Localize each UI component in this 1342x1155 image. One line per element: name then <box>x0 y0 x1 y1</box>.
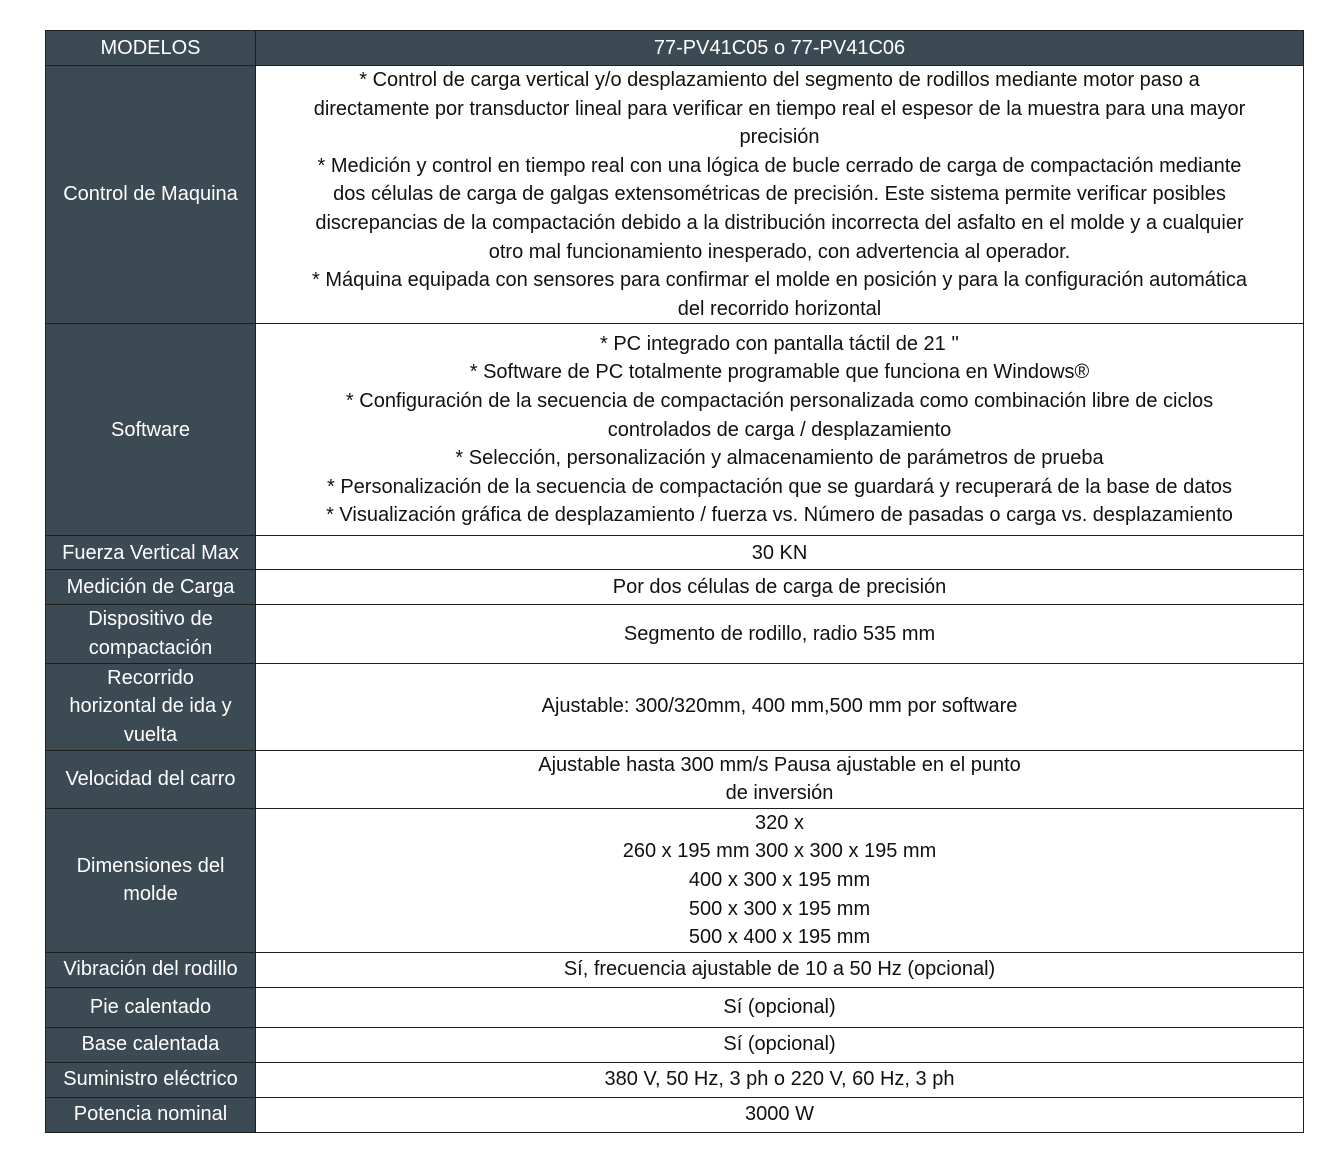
table-header-row <box>46 31 1304 66</box>
spec-value-cell <box>256 324 1304 536</box>
spec-value-line: del recorrido horizontal <box>677 297 882 320</box>
spec-value-cell <box>256 570 1304 605</box>
spec-row <box>46 987 1304 1027</box>
spec-value-line: 500 x 300 x 195 mm <box>688 897 871 920</box>
spec-label-cell <box>46 536 256 570</box>
spec-table <box>45 30 1304 1133</box>
spec-label-cell <box>46 952 256 987</box>
spec-row <box>46 605 1304 663</box>
spec-value-line: 320 x <box>755 811 804 834</box>
spec-value-line: 30 KN <box>751 541 808 564</box>
spec-row <box>46 324 1304 536</box>
spec-value-line: otro mal funcionamiento inesperado, con advertencia al operador. <box>488 240 1071 263</box>
spec-label-cell <box>46 66 256 324</box>
spec-value-line: 380 V, 50 Hz, 3 ph o 220 V, 60 Hz, 3 ph <box>604 1068 955 1091</box>
spec-value-line: 260 x 195 mm 300 x 300 x 195 mm <box>622 840 937 863</box>
spec-label-cell <box>46 750 256 808</box>
spec-label-cell <box>46 987 256 1027</box>
spec-value-line: precisión <box>739 126 820 149</box>
spec-value-cell <box>256 605 1304 663</box>
spec-row <box>46 1027 1304 1062</box>
spec-row <box>46 570 1304 605</box>
spec-value-cell <box>256 1062 1304 1097</box>
spec-value-line: Segmento de rodillo, radio 535 mm <box>623 622 936 645</box>
header-label-cell <box>46 31 256 66</box>
spec-value-cell <box>256 750 1304 808</box>
spec-value-line: 3000 W <box>745 1103 814 1126</box>
spec-label-line: Velocidad del carro <box>65 767 236 790</box>
spec-value-line: * Personalización de la secuencia de compactación que se guardará y recuperará de la base de datos <box>326 475 1233 498</box>
spec-row <box>46 66 1304 324</box>
spec-label-line: Fuerza Vertical Max <box>62 541 239 564</box>
spec-row <box>46 808 1304 952</box>
spec-label-cell <box>46 1027 256 1062</box>
spec-value-line: directamente por transductor lineal para verificar en tiempo real el espesor de la muestra para una mayor <box>313 97 1246 120</box>
spec-label-cell <box>46 663 256 750</box>
spec-label-line: Vibración del rodillo <box>63 958 238 981</box>
spec-label-cell <box>46 570 256 605</box>
spec-value-line: discrepancias de la compactación debido a la distribución incorrecta del asfalto en el molde y a cualquier <box>315 211 1244 234</box>
spec-label-line: Software <box>111 418 190 441</box>
spec-value-line: Sí, frecuencia ajustable de 10 a 50 Hz (opcional) <box>563 958 996 981</box>
spec-row <box>46 1062 1304 1097</box>
spec-value-line: Sí (opcional) <box>723 1033 836 1056</box>
spec-row <box>46 536 1304 570</box>
spec-value-line: * Control de carga vertical y/o desplazamiento del segmento de rodillos mediante motor paso a <box>359 69 1200 91</box>
spec-row <box>46 750 1304 808</box>
spec-label-line: Potencia nominal <box>73 1103 228 1126</box>
spec-value-cell <box>256 66 1304 324</box>
spec-value-line: controlados de carga / desplazamiento <box>607 418 952 441</box>
spec-value-line: Ajustable hasta 300 mm/s Pausa ajustable en el punto <box>538 753 1021 776</box>
spec-label-cell <box>46 1097 256 1132</box>
spec-label-line: Base calentada <box>81 1033 220 1056</box>
spec-value-line: Ajustable: 300/320mm, 400 mm,500 mm por software <box>541 695 1018 718</box>
spec-table-body <box>46 31 1304 1133</box>
spec-value-line: * Visualización gráfica de desplazamiento / fuerza vs. Número de pasadas o carga vs. desplazamiento <box>326 504 1233 527</box>
spec-value-line: dos células de carga de galgas extensométricas de precisión. Este sistema permite verificar posibles <box>333 183 1226 206</box>
spec-row <box>46 663 1304 750</box>
spec-label-cell <box>46 605 256 663</box>
spec-label-line: Recorrido <box>107 666 194 689</box>
spec-value-line: * Máquina equipada con sensores para confirmar el molde en posición y para la configuración automática <box>312 269 1247 292</box>
spec-label-cell <box>46 324 256 536</box>
spec-label-line: molde <box>123 883 178 906</box>
spec-value-line: * Software de PC totalmente programable que funciona en Windows® <box>469 361 1090 384</box>
spec-row <box>46 1097 1304 1132</box>
spec-label-line: Dimensiones del <box>76 854 225 877</box>
spec-label-line: vuelta <box>123 723 178 746</box>
spec-label-line: Dispositivo de <box>88 608 213 631</box>
spec-label-line: compactación <box>88 636 213 659</box>
spec-value-line: * Configuración de la secuencia de compactación personalizada como combinación libre de ciclos <box>345 389 1214 412</box>
spec-value-cell <box>256 1097 1304 1132</box>
spec-value-cell <box>256 987 1304 1027</box>
spec-value-line: 500 x 400 x 195 mm <box>688 926 871 949</box>
spec-value-line: * PC integrado con pantalla táctil de 21 '' <box>600 332 959 355</box>
spec-value-line: 400 x 300 x 195 mm <box>688 868 871 891</box>
spec-value-line: * Selección, personalización y almacenamiento de parámetros de prueba <box>455 447 1104 470</box>
spec-label-line: Suministro eléctrico <box>63 1068 238 1091</box>
header-label: MODELOS <box>100 36 201 59</box>
spec-label-cell <box>46 808 256 952</box>
spec-value-line: * Medición y control en tiempo real con una lógica de bucle cerrado de carga de compactación mediante <box>317 154 1242 177</box>
spec-label-line: horizontal de ida y <box>69 695 232 718</box>
spec-value-cell <box>256 952 1304 987</box>
spec-value-cell <box>256 536 1304 570</box>
spec-value-cell <box>256 1027 1304 1062</box>
spec-value-line: Sí (opcional) <box>723 995 836 1018</box>
header-value: 77-PV41C05 o 77-PV41C06 <box>653 36 906 59</box>
header-value-cell <box>256 31 1304 66</box>
spec-value-cell <box>256 663 1304 750</box>
spec-row <box>46 952 1304 987</box>
spec-label-line: Medición de Carga <box>66 576 235 599</box>
spec-value-line: Por dos células de carga de precisión <box>612 576 947 599</box>
spec-value-line: de inversión <box>725 782 834 805</box>
spec-label-cell <box>46 1062 256 1097</box>
spec-label-line: Pie calentado <box>89 995 212 1018</box>
spec-value-cell <box>256 808 1304 952</box>
spec-label-line: Control de Maquina <box>63 183 238 206</box>
